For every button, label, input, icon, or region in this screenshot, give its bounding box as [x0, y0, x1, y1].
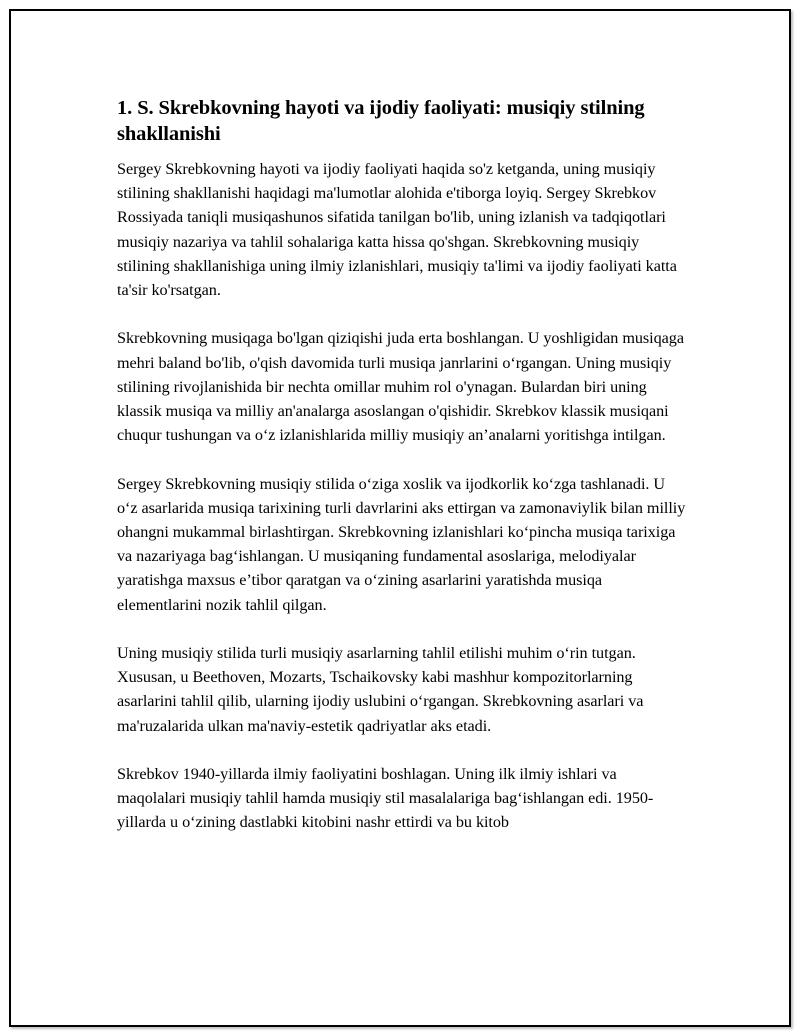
paragraph: Skrebkovning musiqaga bo'lgan qiziqishi juda erta boshlangan. U yoshligidan musiqaga mehri baland bo'lib, o'qish davomida turli musiqa janrlarini o‘rgangan. Uning musiqiy stilining rivojlanishida bir nechta omillar muhim rol o'ynagan. Bulardan biri uning klassik musiqa va milliy an'analarga asoslangan o'qishidir. Skrebkov klassik musiqani chuqur tushungan va o‘z izlanishlarida milliy musiqiy an’analarni yoritishga intilgan. [117, 329, 684, 445]
paragraph: Sergey Skrebkovning musiqiy stilida o‘ziga xoslik va ijodkorlik ko‘zga tashlanadi. U o‘z asarlarida musiqa tarixining turli davrlarini aks ettirgan va zamonaviylik bilan milliy ohangni mukammal birlashtirgan. Skrebkovning izlanishlari ko‘pincha musiqa tarixiga va nazariyaga bag‘ishlangan. U musiqaning fundamental asoslariga, melodiyalar yaratishga maxsus e’tibor qaratgan va o‘zining asarlarini yaratishda musiqa elementlarini nozik tahlil qilgan. [117, 474, 686, 614]
paragraph: Skrebkov 1940-yillarda ilmiy faoliyatini boshlagan. Uning ilk ilmiy ishlari va maqolalari musiqiy tahlil hamda musiqiy stil masalalariga bag‘ishlangan edi. 1950-yillarda u o‘zining dastlabki kitobini nashr ettirdi va bu kitob [117, 765, 654, 832]
paragraph: Sergey Skrebkovning hayoti va ijodiy faoliyati haqida so'z ketganda, uning musiqiy stilining shakllanishi haqidagi ma'lumotlar alohida e'tiborga loyiq. Sergey Skrebkov Rossiyada taniqli musiqashunos sifatida tanilgan bo'lib, uning izlanish va tadqiqotlari musiqiy nazariya va tahlil sohalariga katta hissa qo'shgan. Skrebkovning musiqiy stilining shakllanishiga uning ilmiy izlanishlari, musiqiy ta'limi va ijodiy faoliyati katta ta'sir ko'rsatgan. [117, 160, 677, 300]
section-heading: 1. S. Skrebkovning hayoti va ijodiy faoliyati: musiqiy stilning shakllanishi [117, 97, 645, 145]
paragraph: Uning musiqiy stilida turli musiqiy asarlarning tahlil etilishi muhim o‘rin tutgan. Xususan, u Beethoven, Mozarts, Tschaikovsky kabi mashhur kompozitorlarning asarlarini tahlil qilib, ularning ijodiy uslubini o‘rgangan. Skrebkovning asarlari va ma'ruzalarida ulkan ma'naviy-estetik qadriyatlar aks etadi. [117, 644, 644, 735]
document-body [117, 95, 687, 859]
